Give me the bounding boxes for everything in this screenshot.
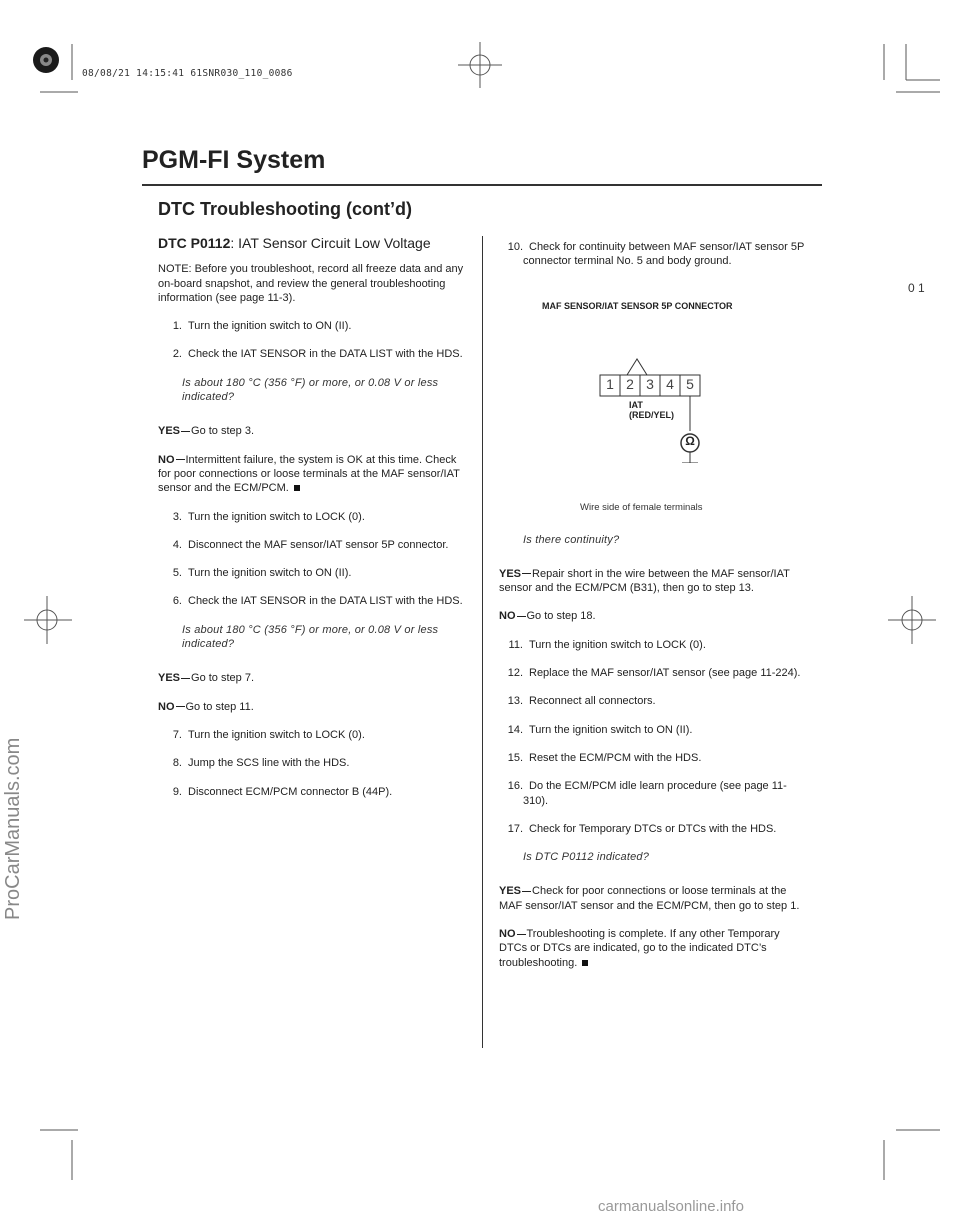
answer-yes-step-2: YES Go to step 3. <box>158 425 254 438</box>
step-8: 8. Jump the SCS line with the HDS. <box>172 757 350 770</box>
pin-2: 2 <box>626 375 634 392</box>
step-14: 14. Turn the ignition switch to ON (II). <box>507 723 693 736</box>
step-2: 2. Check the IAT SENSOR in the DATA LIST with the HDS. <box>172 348 463 361</box>
question-step-10: Is there continuity? <box>523 533 620 546</box>
step-9: 9. Disconnect ECM/PCM connector B (44P). <box>172 785 393 798</box>
step-7: 7. Turn the ignition switch to LOCK (0). <box>172 728 365 741</box>
diagram-caption: Wire side of female terminals <box>580 501 703 513</box>
page-reference: 0 1 <box>908 281 925 295</box>
step-13: 13. Reconnect all connectors. <box>507 695 656 708</box>
step-3: 3. Turn the ignition switch to LOCK (0). <box>172 510 365 523</box>
wire-label-color: (RED/YEL) <box>629 409 674 420</box>
question-step-2: Is about 180 °C (356 °F) or more, or 0.08 V or less indicated? <box>182 376 439 404</box>
diagram-title: MAF SENSOR/IAT SENSOR 5P CONNECTOR <box>542 300 733 311</box>
step-15: 15. Reset the ECM/PCM with the HDS. <box>507 751 702 764</box>
side-watermark: ProCarManuals.com <box>2 737 24 920</box>
pin-3: 3 <box>646 375 654 392</box>
step-5: 5. Turn the ignition switch to ON (II). <box>172 567 352 580</box>
step-11: 11. Turn the ignition switch to LOCK (0). <box>508 638 706 651</box>
answer-yes-step-6: YES Go to step 7. <box>158 672 254 685</box>
connector-diagram <box>499 283 809 513</box>
dtc-code: DTC P0112 <box>158 235 231 251</box>
step-10: 10. Check for continuity between MAF sensor/IAT sensor 5P connector terminal No. 5 and body ground. <box>507 241 805 268</box>
answer-no-step-2: NO Intermittent failure, the system is OK at this time. Check for poor connections or loose terminals at the MAF sensor/IAT sensor and the ECM/PCM. <box>158 453 460 495</box>
note-text: NOTE: Before you troubleshoot, record all freeze data and any on-board snapshot, and review the general troubleshooting information (see page 11-3). <box>158 263 464 304</box>
pin-5: 5 <box>686 375 694 392</box>
right-column <box>499 240 809 984</box>
end-marker-icon <box>582 960 588 966</box>
connector-pins <box>600 377 700 391</box>
answer-yes-step-17: YES Check for poor connections or loose terminals at the MAF sensor/IAT sensor and the ECM/PCM, then go to step 1. <box>499 885 800 912</box>
title-rule <box>142 184 822 186</box>
pin-4: 4 <box>666 375 674 392</box>
answer-yes-step-10: YES Repair short in the wire between the MAF sensor/IAT sensor and the ECM/PCM (B31), then go to step 13. <box>499 567 790 595</box>
answer-no-step-6: NO Go to step 11. <box>158 700 254 713</box>
question-step-17: Is DTC P0112 indicated? <box>523 851 650 864</box>
step-6: 6. Check the IAT SENSOR in the DATA LIST with the HDS. <box>172 595 463 608</box>
answer-no-step-10: NO Go to step 18. <box>499 610 596 623</box>
page-title: PGM-FI System <box>142 146 326 174</box>
ohmmeter-icon: Ω <box>685 433 695 448</box>
step-1: 1. Turn the ignition switch to ON (II). <box>172 320 352 333</box>
step-4: 4. Disconnect the MAF sensor/IAT sensor 5P connector. <box>172 538 449 551</box>
print-stamp: 08/08/21 14:15:41 61SNR030_110_0086 <box>82 68 293 79</box>
bottom-watermark: carmanualsonline.info <box>598 1198 744 1215</box>
connector-svg <box>499 283 809 463</box>
column-divider <box>482 236 483 1048</box>
answer-no-step-17: NO Troubleshooting is complete. If any other Temporary DTCs or DTCs are indicated, go to the indicated DTC’s troubleshooting. <box>499 928 780 969</box>
step-16: 16. Do the ECM/PCM idle learn procedure (see page 11-310). <box>507 780 787 807</box>
question-step-6: Is about 180 °C (356 °F) or more, or 0.08 V or less indicated? <box>182 623 439 651</box>
dtc-description: : IAT Sensor Circuit Low Voltage <box>230 235 431 251</box>
step-17: 17. Check for Temporary DTCs or DTCs with the HDS. <box>507 822 777 835</box>
step-12: 12. Replace the MAF sensor/IAT sensor (see page 11-224). <box>507 667 801 680</box>
wire-label-iat: IAT <box>629 399 643 410</box>
registration-target-top-left <box>33 47 59 73</box>
pin-1: 1 <box>606 375 614 392</box>
dtc-heading <box>158 236 468 250</box>
left-column <box>158 236 468 813</box>
end-marker-icon <box>294 485 300 491</box>
section-title: DTC Troubleshooting (cont’d) <box>158 199 412 219</box>
